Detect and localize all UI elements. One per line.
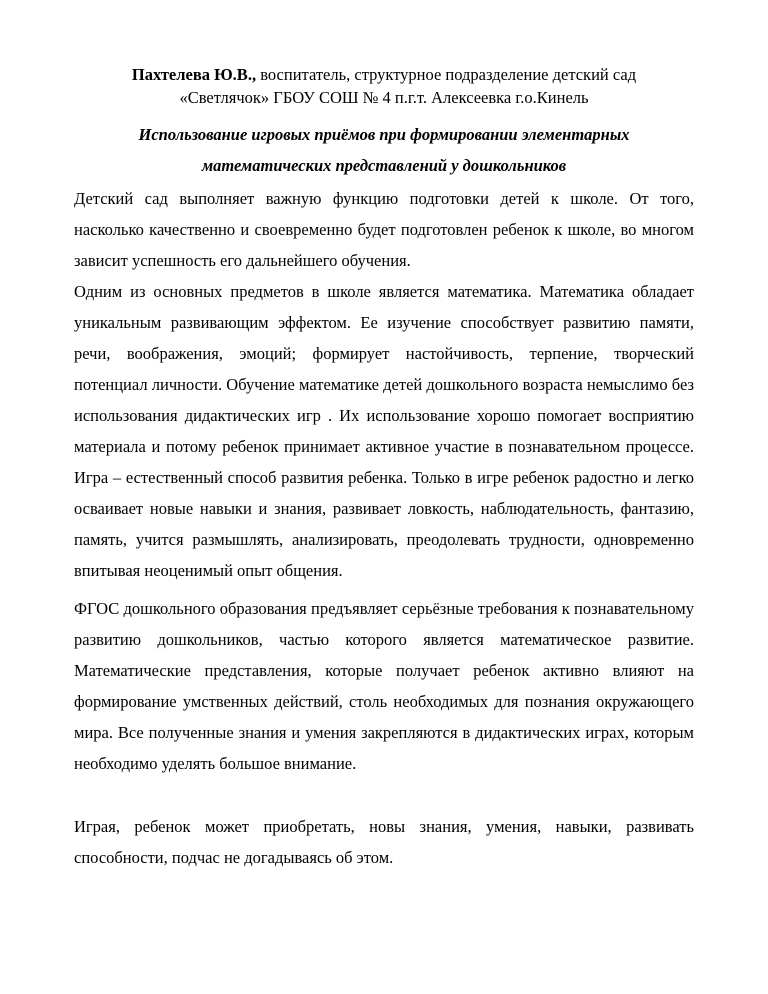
author-name: Пахтелева Ю.В., [131,65,257,84]
article-title-line1: Использование игровых приёмов при формировании элементарных [138,125,630,144]
author-position-line2: «Светлячок» ГБОУ СОШ № 4 п.г.т. Алексеевка г.о.Кинель [179,88,589,107]
author-header [74,63,694,109]
paragraph-4: Играя, ребенок может приобретать, новы знания, умения, навыки, развивать способности, подчас не догадываясь об этом. [74,817,694,867]
article-title [74,119,694,181]
paragraph-3: ФГОС дошкольного образования предъявляет серьёзные требования к познавательному развитию дошкольников, частью которого является математическое развитие. Математические представления, которые получает ребенок активно влияют на формирование умственных действий, столь необходимых для познания окружающего мира. Все полученные знания и умения закрепляются в дидактических играх, которым необходимо уделять большое внимание. [74,599,694,773]
author-position-line1: воспитатель, структурное подразделение детский сад [256,65,637,84]
paragraph-1: Детский сад выполняет важную функцию подготовки детей к школе. От того, насколько качественно и своевременно будет подготовлен ребенок к школе, во многом зависит успешность его дальнейшего обучения. [74,189,694,270]
paragraph-2: Одним из основных предметов в школе является математика. Математика обладает уникальным развивающим эффектом. Ее изучение способствует развитию памяти, речи, воображения, эмоций; формирует настойчивость, терпение, творческий потенциал личности. Обучение математике детей дошкольного возраста немыслимо без использования дидактических игр . Их использование хорошо помогает восприятию материала и потому ребенок принимает активное участие в познавательном процессе. Игра – естественный способ развития ребенка. Только в игре ребенок радостно и легко осваивает новые навыки и знания, развивает ловкость, наблюдательность, фантазию, память, учится размышлять, анализировать, преодолевать трудности, одновременно впитывая неоценимый опыт общения. [74,282,694,580]
article-title-line2: математических представлений у дошкольников [201,156,567,175]
